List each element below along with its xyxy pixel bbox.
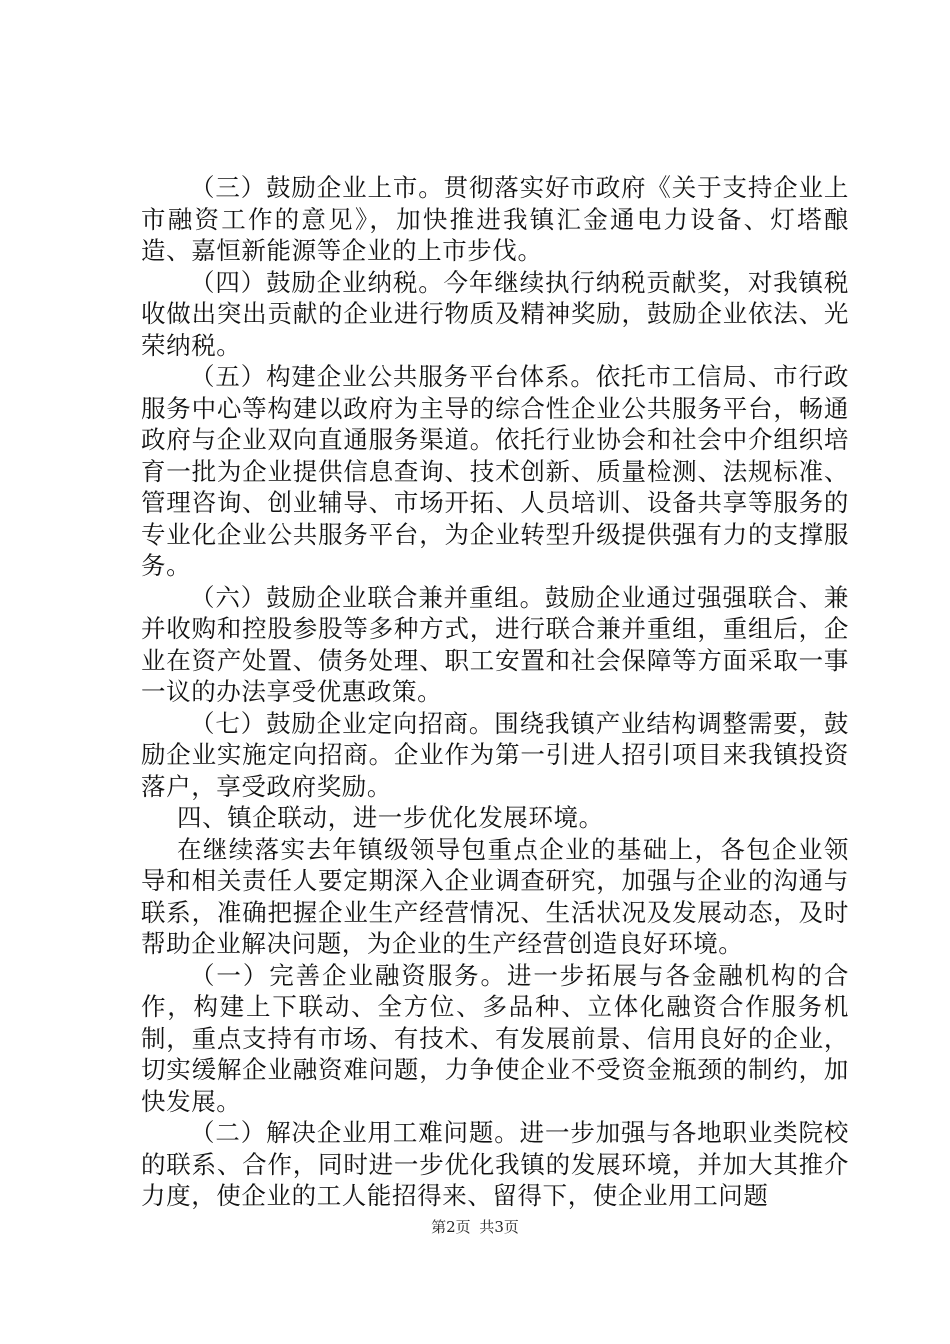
document-body (141, 172, 849, 1212)
paragraph-encourage-tax: （四）鼓励企业纳税。今年继续执行纳税贡献奖，对我镇税收做出突出贡献的企业进行物质及精神奖励，鼓励企业依法、光荣纳税。 (141, 267, 849, 360)
page-number: 第2页 (431, 1218, 471, 1236)
paragraph-financing-service: （一）完善企业融资服务。进一步拓展与各金融机构的合作，构建上下联动、全方位、多品种、立体化融资合作服务机制，重点支持有市场、有技术、有发展前景、信用良好的企业，切实缓解企业融资难问题，力争使企业不受资金瓶颈的制约，加快发展。 (141, 960, 849, 1116)
paragraph-merger-restructuring: （六）鼓励企业联合兼并重组。鼓励企业通过强强联合、兼并收购和控股参股等多种方式，进行联合兼并重组，重组后，企业在资产处置、债务处理、职工安置和社会保障等方面采取一事一议的办法享受优惠政策。 (141, 582, 849, 706)
paragraph-targeted-investment: （七）鼓励企业定向招商。围绕我镇产业结构调整需要，鼓励企业实施定向招商。企业作为第一引进人招引项目来我镇投资落户，享受政府奖励。 (141, 708, 849, 801)
paragraph-encourage-listing: （三）鼓励企业上市。贯彻落实好市政府《关于支持企业上市融资工作的意见》，加快推进我镇汇金通电力设备、灯塔酿造、嘉恒新能源等企业的上市步伐。 (141, 173, 849, 265)
paragraph-labor-shortage: （二）解决企业用工难问题。进一步加强与各地职业类院校的联系、合作，同时进一步优化我镇的发展环境，并加大其推介力度，使企业的工人能招得来、留得下，使企业用工问题 (141, 1118, 849, 1210)
section-heading-four: 四、镇企联动，进一步优化发展环境。 (177, 803, 604, 832)
paragraph-service-platform: （五）构建企业公共服务平台体系。依托市工信局、市行政服务中心等构建以政府为主导的综合性企业公共服务平台，畅通政府与企业双向直通服务渠道。依托行业协会和社会中介组织培育一批为企业提供信息查询、技术创新、质量检测、法规标准、管理咨询、创业辅导、市场开拓、人员培训、设备共享等服务的专业化企业公共服务平台，为企业转型升级提供强有力的支撑服务。 (141, 362, 849, 580)
page-footer (0, 1216, 950, 1237)
paragraph-town-enterprise-linkage: 在继续落实去年镇级领导包重点企业的基础上，各包企业领导和相关责任人要定期深入企业调查研究，加强与企业的沟通与联系，准确把握企业生产经营情况、生活状况及发展动态，及时帮助企业解决问题，为企业的生产经营创造良好环境。 (141, 834, 849, 958)
page-total: 共3页 (479, 1218, 519, 1236)
